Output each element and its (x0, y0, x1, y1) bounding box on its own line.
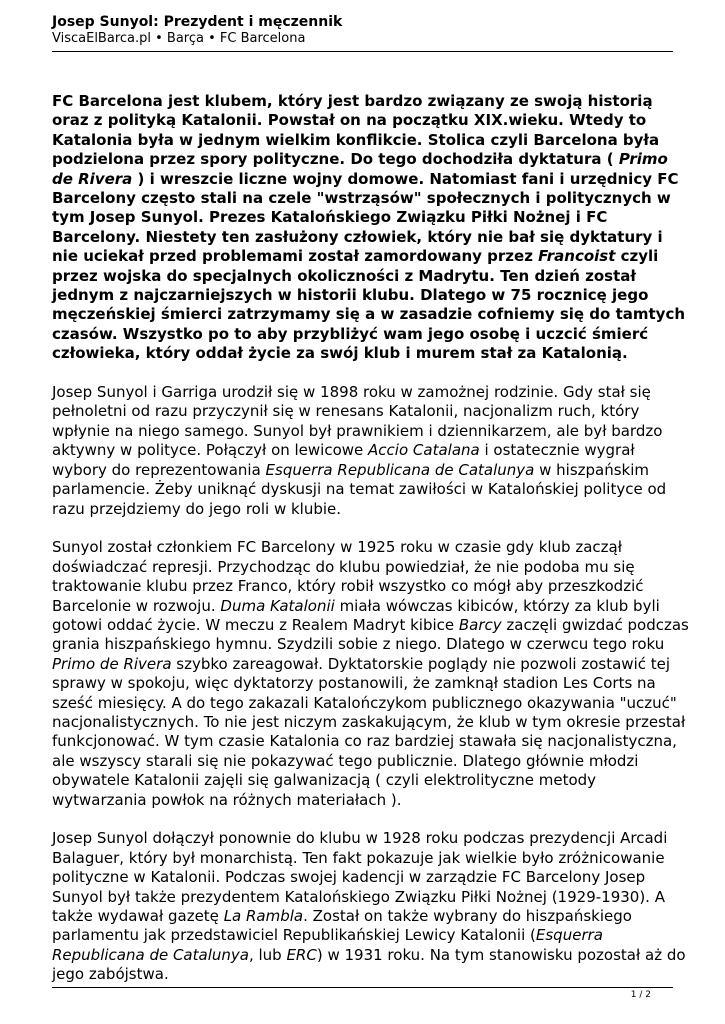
text-span: w hiszpańskim (534, 460, 650, 479)
text-span: gotowi oddać życie. W meczu z Realem Madryt kibice (52, 615, 459, 634)
italic-text: Duma Katalonii (220, 596, 335, 615)
text-span: Sunyol został członkiem FC Barcelony w 1925 roku w czasie gdy klub zaczął (52, 538, 622, 557)
text-span: . Został on także wybrany do hiszpańskiego (303, 907, 632, 926)
italic-text: ERC (286, 945, 317, 964)
text-span: Josep Sunyol dołączył ponownie do klubu w 1928 roku podczas prezydencji Arcadi (52, 829, 668, 848)
article-body (52, 92, 689, 985)
text-span: sześć miesięcy. A do tego zakazali Katalończykom publicznego okazywania "uczuć" (52, 693, 677, 712)
text-span: Barcelonie w rozwoju. (52, 596, 221, 615)
text-span: aktywny w polityce. Połączył on lewicowe (52, 441, 369, 460)
body-paragraph (52, 829, 686, 984)
text-span: Josep Sunyol i Garriga urodził się w 1898 roku w zamożnej rodzinie. Gdy stał się (52, 383, 651, 402)
article-title: Josep Sunyol: Prezydent i męczennik (52, 14, 343, 30)
text-span: wybory do reprezentowania (52, 460, 266, 479)
text-span: szybko zareagował. Dyktatorskie poglądy nie pozwoli zostawić tej (171, 654, 671, 673)
text-span: męczeńskiej śmierci zatrzymamy się a w zasadzie cofniemy się do tamtych (52, 305, 686, 324)
text-span: nacjonalistycznych. To nie jest niczym zaskakującym, że klub w tym okresie przestał (52, 712, 686, 731)
body-paragraph (52, 538, 689, 810)
page-number: 1 / 2 (630, 990, 651, 1000)
text-span: człowieka, który oddał życie za swój klub i murem stał za Katalonią. (52, 344, 628, 363)
text-span: oraz z polityką Katalonii. Powstał on na początku XIX.wieku. Wtedy to (52, 111, 647, 130)
text-span: nie uciekał przed problemami został zamordowany przez (52, 247, 539, 266)
text-span: miała wówczas kibiców, którzy za klub byli (334, 596, 660, 615)
text-span: zaczęli gwizdać podczas (501, 615, 689, 634)
text-span: parlamencie. Żeby uniknąć dyskusji na temat zawiłości w Katalońskiej polityce od (52, 480, 667, 499)
text-span: grania hiszpańskiego hymnu. Szydzili sobie z niego. Dlatego w czerwcu tego roku (52, 635, 665, 654)
text-span: traktowanie klubu przez Franco, który robił wszystko co mógł aby przeszkodzić (52, 577, 644, 596)
text-span: ale wszyscy starali się nie pokazywać tego publicznie. Dlatego głównie młodzi (52, 751, 639, 770)
text-span: funkcjonować. W tym czasie Katalonia co raz bardziej stawała się nacjonalistyczna, (52, 732, 677, 751)
text-span: podzielona przez spory polityczne. Do tego dochodziła dyktatura ( (52, 150, 619, 169)
lead-paragraph (52, 92, 686, 364)
site-breadcrumb: ViscaElBarca.pl • Barça • FC Barcelona (52, 31, 306, 46)
body-paragraph (52, 383, 677, 519)
italic-text: Esquerra Republicana de Catalunya (265, 460, 535, 479)
text-span: doświadczać represji. Przychodząc do klubu powiedział, że nie podoba mu się (52, 557, 635, 576)
text-span: Barcelony. Niestety ten zasłużony człowiek, który nie bał się dyktatury i (52, 227, 663, 246)
italic-text: Primo (618, 150, 668, 169)
text-span: obywatele Katalonii zajęli się galwanizacją ( czyli elektrolityczne metody (52, 771, 597, 790)
italic-text: Accio Catalana (368, 441, 480, 460)
text-span: także wydawał gazetę (52, 907, 224, 926)
text-span: pełnoletni od razu przyczynił się w renesans Katalonii, nacjonalizm ruch, który (52, 402, 640, 421)
text-span: jednym z najczarniejszych w historii klubu. Dlatego w 75 rocznicę jego (52, 286, 649, 305)
italic-text: Barcy (458, 615, 502, 634)
text-span: FC Barcelona jest klubem, który jest bardzo związany ze swoją historią (52, 92, 653, 110)
text-span: Balaguer, który był monarchistą. Ten fakt pokazuje jak wielkie było zróżnicowanie (52, 848, 665, 867)
italic-text: Republicana de Catalunya (52, 945, 249, 964)
text-span: tym Josep Sunyol. Prezes Katalońskiego Związku Piłki Nożnej i FC (52, 208, 608, 227)
text-span: sprawy w spokoju, więc dyktatorzy postanowili, że zamknął stadion Les Corts na (52, 674, 656, 693)
text-span: wytwarzania powłok na różnych materiałach ). (52, 790, 402, 809)
text-span: Barcelony często stali na czele "wstrząsów" społecznych i politycznych w (52, 189, 671, 208)
text-span: Katalonia była w jednym wielkim konflikcie. Stolica czyli Barcelona była (52, 130, 660, 149)
text-span: polityczne w Katalonii. Podczas swojej kadencji w zarządzie FC Barcelony Josep (52, 868, 646, 887)
text-span: wpłynie na niego samego. Sunyol był prawnikiem i dziennikarzem, ale był bardzo (52, 421, 663, 440)
page-header (52, 14, 672, 47)
italic-text: Esquerra (535, 926, 603, 945)
text-span: ) w 1931 roku. Na tym stanowisku pozostał aż do (316, 945, 686, 964)
text-span: i ostatecznie wygrał (479, 441, 635, 460)
italic-text: La Rambla (223, 907, 304, 926)
header-divider (52, 51, 673, 52)
text-span: razu przejdziemy do jego roli w klubie. (52, 499, 342, 518)
text-span: jego zabójstwa. (52, 965, 169, 984)
text-span: , lub (248, 945, 287, 964)
text-span: przez wojska do specjalnych okoliczności z Madrytu. Ten dzień został (52, 266, 636, 285)
text-span: ) i wreszcie liczne wojny domowe. Natomiast fani i urzędnicy FC (132, 169, 679, 188)
text-span: czyli (615, 247, 659, 266)
italic-text: Primo de Rivera (52, 654, 172, 673)
footer-divider (52, 987, 673, 988)
text-span: parlamentu jak przedstawiciel Republikańskiej Lewicy Katalonii ( (52, 926, 536, 945)
italic-text: de Rivera (52, 169, 133, 188)
text-span: czasów. Wszystko po to aby przybliżyć wam jego osobę i uczcić śmierć (52, 324, 649, 343)
italic-text: Francoist (538, 247, 616, 266)
text-span: Sunyol był także prezydentem Katalońskiego Związku Piłki Nożnej (1929-1930). A (52, 887, 665, 906)
